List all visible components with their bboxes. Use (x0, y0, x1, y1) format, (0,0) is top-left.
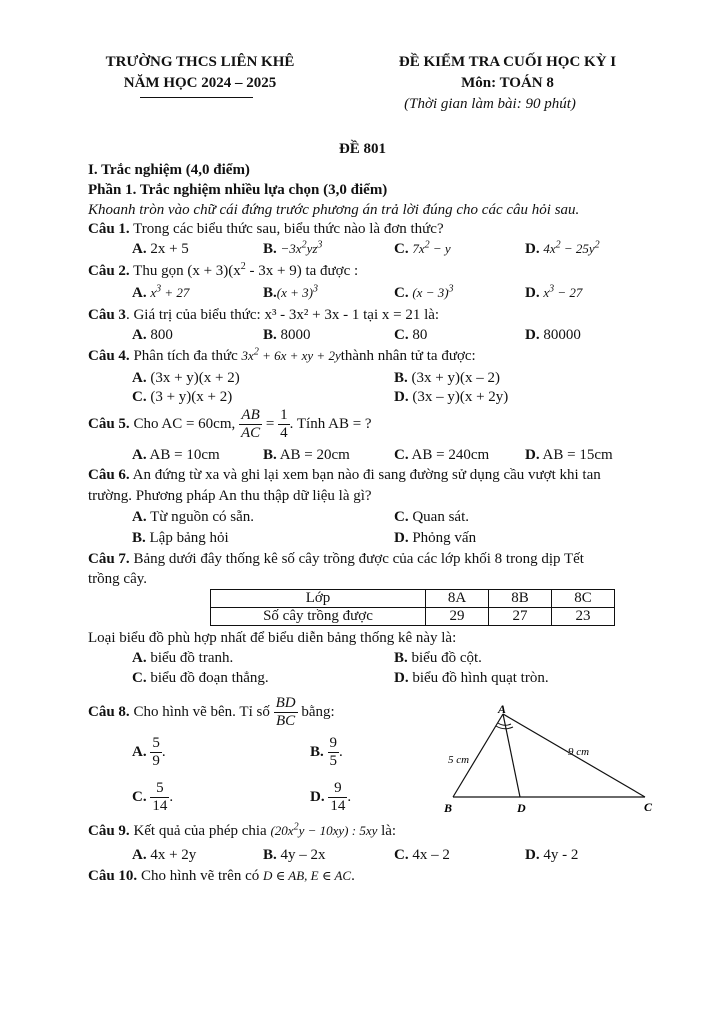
q5-option-d[interactable]: D. AB = 15cm (525, 447, 613, 463)
exam-subject: Môn: TOÁN 8 (461, 75, 554, 91)
question-6: Câu 6. An đứng từ xa và ghi lại xem bạn nào đi sang đường sử dụng cầu vượt khi tan (88, 467, 601, 483)
table-cell: 8B (489, 590, 552, 608)
q9-option-c[interactable]: C. 4x – 2 (394, 847, 450, 863)
q2-option-b[interactable]: $B.(x + 3)^3$ (263, 283, 318, 301)
q1-option-d[interactable]: D. $4x^2 - 25y^2$ (525, 239, 600, 257)
q7-stat-table (210, 589, 615, 626)
q9-option-b[interactable]: B. 4y – 2x (263, 847, 326, 863)
vertex-a-label: A (498, 702, 507, 716)
q8-fraction-bd-bc: $\frac{BD}{BC}$ (275, 695, 296, 729)
q5-fraction-one-quarter: $\frac{1}{4}$ (280, 407, 288, 441)
q5-option-c[interactable]: C. AB = 240cm (394, 447, 490, 463)
q3-option-c[interactable]: C. 80 (394, 327, 428, 343)
q1-option-a[interactable]: A. 2x + 5 (132, 241, 189, 257)
q6-line-2: trường. Phương pháp An thu thập dữ liệu là gì? (88, 488, 372, 504)
triangle-figure (440, 700, 670, 822)
exam-code: ĐỀ 801 (338, 141, 387, 157)
bisector-ad (503, 714, 520, 797)
q1-option-b[interactable]: B. $-3x^2yz^3$ (263, 239, 323, 257)
q7-line-2: trồng cây. (88, 571, 148, 587)
q1-label: Câu 1. (88, 221, 130, 237)
side-ab-length: 5 cm (448, 754, 470, 766)
q7-option-d[interactable]: D. biểu đồ hình quạt tròn. (394, 670, 549, 686)
table-cell: 23 (552, 608, 615, 626)
table-cell: 27 (489, 608, 552, 626)
q5-option-b[interactable]: B. AB = 20cm (263, 447, 350, 463)
q4-option-a[interactable]: A. (3x + y)(x + 2) (132, 370, 240, 386)
question-5: Câu 5. Cho AC = 60cm, $\frac{AB}{AC}$ = $\frac{1}{4}$ . Tính AB = ? (88, 407, 372, 441)
table-row (211, 608, 615, 626)
part-title: Phần 1. Trắc nghiệm nhiều lựa chọn (3,0 điểm) (88, 182, 388, 198)
q3-option-a[interactable]: A. 800 (132, 327, 173, 343)
exam-duration: (Thời gian làm bài: 90 phút) (404, 96, 576, 112)
question-10: Câu 10. Cho hình vẽ trên có D ∈ AB, E ∈ AC. (88, 868, 355, 884)
q8-option-b[interactable]: B. $\frac{9}{5}$ . (310, 735, 343, 769)
table-cell: 8A (426, 590, 489, 608)
point-d-label: D (517, 801, 526, 815)
vertex-c-label: C (644, 800, 653, 814)
question-3: Câu 3. Giá trị của biểu thức: x³ - 3x² + 3x - 1 tại x = 21 là: (88, 307, 440, 323)
school-name: TRƯỜNG THCS LIÊN KHÊ (105, 54, 295, 70)
exam-title: ĐỀ KIỂM TRA CUỐI HỌC KỲ I (398, 54, 617, 70)
q6-option-a[interactable]: A. Từ nguồn có sẵn. (132, 509, 255, 525)
q9-option-d[interactable]: D. 4y - 2 (525, 847, 579, 863)
side-ac-length: 9 cm (568, 746, 590, 758)
question-8: Câu 8. Cho hình vẽ bên. Tỉ số $\frac{BD}{BC}$ bằng: (88, 695, 335, 729)
section-title: I. Trắc nghiệm (4,0 điểm) (88, 162, 250, 178)
q3-option-d[interactable]: D. 80000 (525, 327, 581, 343)
q8-option-c[interactable]: C. $\frac{5}{14}$ . (132, 780, 174, 814)
q7-option-c[interactable]: C. biểu đồ đoạn thẳng. (132, 670, 269, 686)
q7-question: Loại biểu đồ phù hợp nhất để biểu diễn bảng thống kê này là: (88, 630, 457, 646)
school-year: NĂM HỌC 2024 – 2025 (123, 75, 277, 91)
q1-text: Trong các biểu thức sau, biểu thức nào là đơn thức? (133, 221, 444, 237)
q6-option-b[interactable]: B. Lập bảng hỏi (132, 530, 229, 546)
q5-fraction-ab-ac: $\frac{AB}{AC}$ (241, 407, 261, 441)
vertex-b-label: B (444, 801, 453, 815)
q7-option-a[interactable]: A. biểu đồ tranh. (132, 650, 234, 666)
question-9: Câu 9. Kết quả của phép chia $(20x^2y - 10xy)$ : 5xy là: (88, 821, 397, 839)
q8-option-d[interactable]: D. $\frac{9}{14}$ . (310, 780, 352, 814)
q4-option-b[interactable]: B. (3x + y)(x – 2) (394, 370, 500, 386)
q2-option-d[interactable]: D. $x^3 - 27$ (525, 283, 583, 301)
q9-option-a[interactable]: A. 4x + 2y (132, 847, 197, 863)
table-row (211, 590, 615, 608)
instruction: Khoanh tròn vào chữ cái đứng trước phương án trả lời đúng cho các câu hỏi sau. (88, 202, 580, 218)
question-2: Câu 2. Thu gọn $(x + 3)(x^2 - 3x + 9)$ ta được : (88, 261, 359, 279)
table-cell: Lớp (211, 590, 426, 608)
question-1 (88, 221, 444, 238)
question-4: Câu 4. Phân tích đa thức $3x^2 + 6x$ + xy + 2ythành nhân tử ta được: (88, 346, 476, 364)
q2-option-a[interactable]: A. $x^3 + 27$ (132, 283, 190, 301)
q6-option-d[interactable]: D. Phỏng vấn (394, 530, 477, 546)
table-cell: 8C (552, 590, 615, 608)
q8-option-a[interactable]: A. $\frac{5}{9}$ . (132, 735, 166, 769)
header-underline (140, 97, 253, 98)
question-7: Câu 7. Bảng dưới đây thống kê số cây trồng được của các lớp khối 8 trong dịp Tết (88, 551, 584, 567)
q7-option-b[interactable]: B. biểu đồ cột. (394, 650, 482, 666)
q4-option-c[interactable]: C. (3 + y)(x + 2) (132, 389, 233, 405)
q3-option-b[interactable]: B. 8000 (263, 327, 311, 343)
table-cell: 29 (426, 608, 489, 626)
q4-option-d[interactable]: D. (3x – y)(x + 2y) (394, 389, 509, 405)
q5-option-a[interactable]: A. AB = 10cm (132, 447, 220, 463)
q6-option-c[interactable]: C. Quan sát. (394, 509, 469, 525)
q1-option-c[interactable]: C. $7x^2 - y$ (394, 239, 451, 257)
table-cell: Số cây trồng được (211, 608, 426, 626)
q2-option-c[interactable]: C. $(x - 3)^3$ (394, 283, 454, 301)
angle-mark-2 (496, 726, 513, 729)
